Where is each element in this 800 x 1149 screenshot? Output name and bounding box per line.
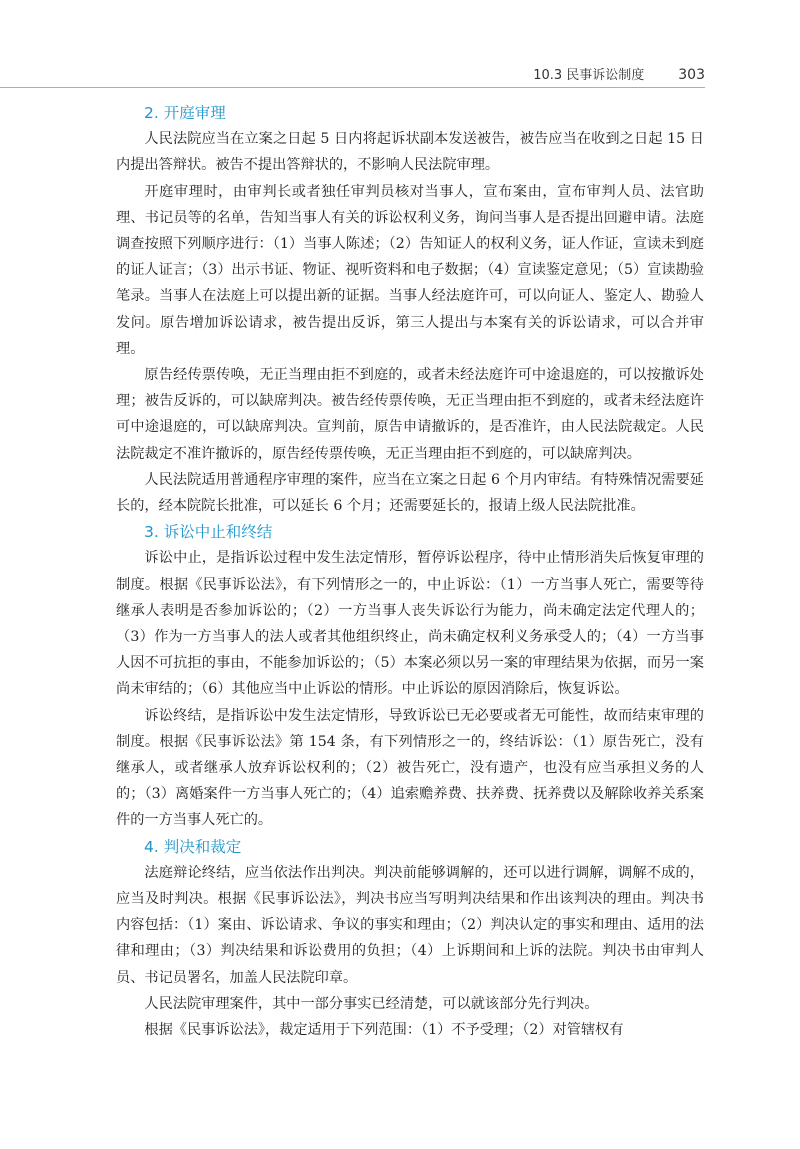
paragraph: 法庭辩论终结，应当依法作出判决。判决前能够调解的，还可以进行调解，调解不成的，应当及时判决。根据《民事诉讼法》，判决书应当写明判决结果和作出该判决的理由。判决书内容包括：（1）案由、诉讼请求、争议的事实和理由；（2）判决认定的事实和理由、适用的法律和理由；（3）判决结果和诉讼费用的负担；（4）上诉期间和上诉的法院。判决书由审判人员、书记员署名，加盖人民法院印章。 bbox=[116, 864, 704, 986]
running-header bbox=[0, 64, 705, 83]
heading-suspension-termination: 3. 诉讼中止和终结 bbox=[144, 523, 273, 542]
heading-judgment-ruling: 4. 判决和裁定 bbox=[144, 837, 242, 856]
page-number: 303 bbox=[678, 67, 705, 83]
paragraph: 人民法院适用普通程序审理的案件，应当在立案之日起 6 个月内审结。有特殊情况需要延长的，经本院院长批准，可以延长 6 个月；还需要延长的，报请上级人民法院批准。 bbox=[116, 471, 704, 515]
paragraph: 根据《民事诉讼法》，裁定适用于下列范围：（1）不予受理；（2）对管辖权有 bbox=[144, 1022, 624, 1039]
paragraph: 开庭审理时，由审判长或者独任审判员核对当事人，宣布案由，宣布审判人员、法官助理、书记员等的名单，告知当事人有关的诉讼权利义务，询问当事人是否提出回避申请。法庭调查按照下列顺序进行：（1）当事人陈述；（2）告知证人的权利义务，证人作证，宣读未到庭的证人证言；（3）出示书证、物证、视听资料和电子数据；（4）宣读鉴定意见；（5）宣读勘验笔录。当事人在法庭上可以提出新的证据。当事人经法庭许可，可以向证人、鉴定人、勘验人发问。原告增加诉讼请求，被告提出反诉，第三人提出与本案有关的诉讼请求，可以合并审理。 bbox=[116, 183, 704, 357]
paragraph: 人民法院应当在立案之日起 5 日内将起诉状副本发送被告，被告应当在收到之日起 15 日内提出答辩状。被告不提出答辩状的，不影响人民法院审理。 bbox=[116, 131, 704, 174]
page-body bbox=[116, 100, 704, 1043]
header-rule bbox=[0, 87, 705, 88]
heading-trial: 2. 开庭审理 bbox=[144, 104, 226, 122]
paragraph: 诉讼终结，是指诉讼中发生法定情形，导致诉讼已无必要或者无可能性，故而结束审理的制度。根据《民事诉讼法》第 154 条，有下列情形之一的，终结诉讼：（1）原告死亡，没有继承人，或者继承人放弃诉讼权利的；（2）被告死亡，没有遗产，也没有应当承担义务的人的；（3）离婚案件一方当事人死亡的；（4）追索赡养费、扶养费、抚养费以及解除收养关系案件的一方当事人死亡的。 bbox=[116, 707, 704, 829]
header-section-title: 10.3 民事诉讼制度 bbox=[533, 68, 645, 83]
paragraph: 人民法院审理案件，其中一部分事实已经清楚，可以就该部分先行判决。 bbox=[144, 995, 599, 1012]
paragraph: 原告经传票传唤，无正当理由拒不到庭的，或者未经法庭许可中途退庭的，可以按撤诉处理；被告反诉的，可以缺席判决。被告经传票传唤，无正当理由拒不到庭的，或者未经法庭许可中途退庭的，可以缺席判决。宣判前，原告申请撤诉的，是否准许，由人民法院裁定。人民法院裁定不准许撤诉的，原告经传票传唤，无正当理由拒不到庭的，可以缺席判决。 bbox=[116, 367, 704, 462]
paragraph: 诉讼中止，是指诉讼过程中发生法定情形，暂停诉讼程序，待中止情形消失后恢复审理的制度。根据《民事诉讼法》，有下列情形之一的，中止诉讼：（1）一方当事人死亡，需要等待继承人表明是否参加诉讼的；（2）一方当事人丧失诉讼行为能力，尚未确定法定代理人的；（3）作为一方当事人的法人或者其他组织终止，尚未确定权利义务承受人的；（4）一方当事人因不可抗拒的事由，不能参加诉讼的；（5）本案必须以另一案的审理结果为依据，而另一案尚未审结的；（6）其他应当中止诉讼的情形。中止诉讼的原因消除后，恢复诉讼。 bbox=[116, 550, 704, 698]
